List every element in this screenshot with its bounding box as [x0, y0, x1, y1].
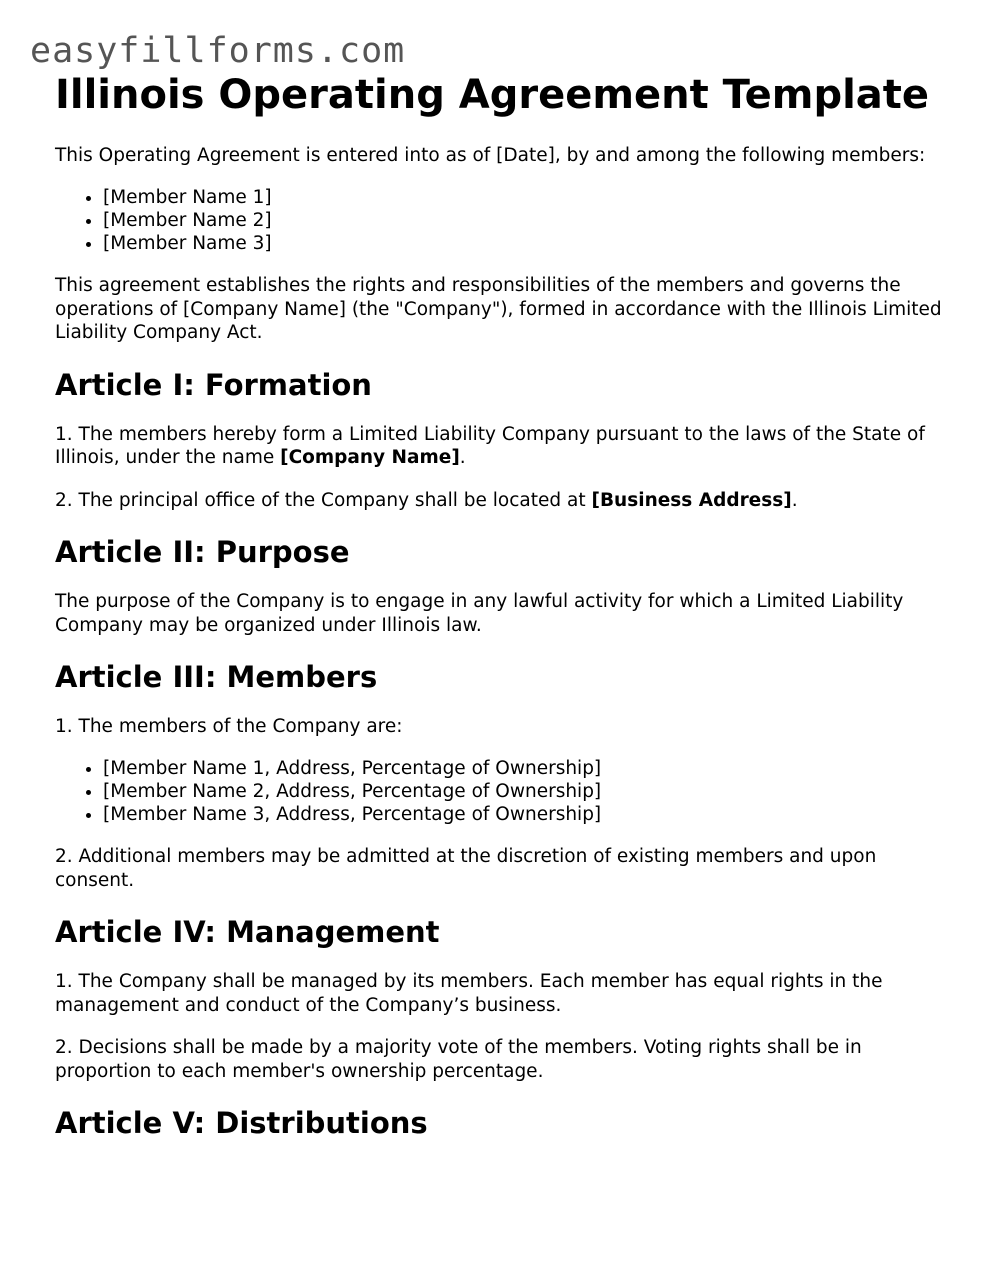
purpose-intro-paragraph: This agreement establishes the rights and responsibilities of the members and governs the operations of [Company Name] (the "Company"), formed in accordance with the Illinois Limited Liability Company Act. [55, 275, 942, 344]
article-2-heading: Article II: Purpose [55, 535, 350, 570]
list-item: • [Member Name 1, Address, Percentage of Ownership] [103, 757, 950, 780]
article-1-clause-1 [55, 423, 950, 470]
list-item: • [Member Name 2] [103, 209, 950, 232]
intro-paragraph: This Operating Agreement is entered into as of [Date], by and among the following members: [55, 145, 926, 166]
article-5-heading: Article V: Distributions [55, 1106, 428, 1141]
members-detail-list [55, 757, 950, 827]
article-3-heading: Article III: Members [55, 660, 378, 695]
clause-text: 1. The members hereby form a Limited Liability Company pursuant to the laws of the State of Illinois, under the name [55, 423, 925, 469]
list-item: • [Member Name 3, Address, Percentage of Ownership] [103, 803, 950, 826]
list-item: • [Member Name 3] [103, 232, 950, 255]
page-title: Illinois Operating Agreement Template [55, 72, 930, 118]
article-2-paragraph: The purpose of the Company is to engage in any lawful activity for which a Limited Liability Company may be organized under Illinois law. [55, 591, 904, 636]
article-4-heading: Article IV: Management [55, 915, 440, 950]
document-page [55, 72, 950, 1141]
article-3-clause-1: 1. The members of the Company are: [55, 716, 403, 738]
company-name-placeholder: [Company Name] [280, 447, 460, 469]
clause-end: . [459, 447, 466, 469]
article-3-clause-2: 2. Additional members may be admitted at the discretion of existing members and upon consent. [55, 846, 877, 891]
article-4-clause-2: 2. Decisions shall be made by a majority vote of the members. Voting rights shall be in proportion to each member's ownership percentage. [55, 1037, 862, 1082]
article-4-clause-1: 1. The Company shall be managed by its members. Each member has equal rights in the management and conduct of the Company’s business. [55, 971, 883, 1016]
watermark-text: easyfillforms.com [30, 31, 406, 71]
business-address-placeholder: [Business Address] [591, 489, 792, 511]
clause-end: . [791, 489, 798, 511]
list-item: • [Member Name 1] [103, 186, 950, 209]
list-item: • [Member Name 2, Address, Percentage of Ownership] [103, 780, 950, 803]
article-1-clause-2 [55, 489, 950, 513]
article-1-heading: Article I: Formation [55, 367, 372, 402]
initial-members-list [55, 186, 950, 256]
clause-text: 2. The principal office of the Company shall be located at [55, 489, 592, 511]
